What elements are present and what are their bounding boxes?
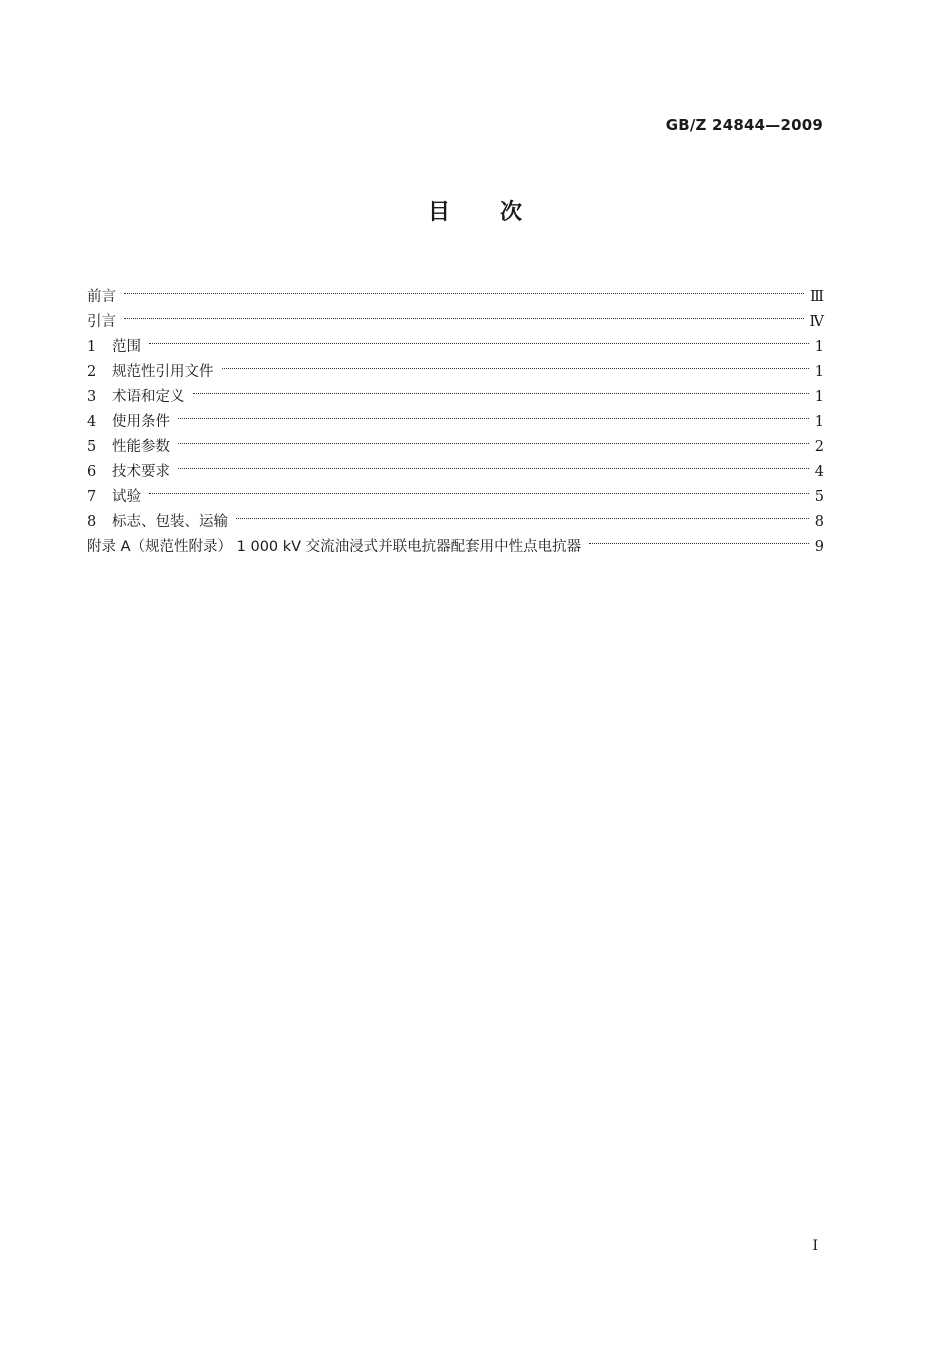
toc-entry-page: 1 bbox=[814, 414, 824, 430]
toc-entry-tests[interactable] bbox=[87, 476, 824, 505]
toc-entry-label: 术语和定义 bbox=[112, 389, 185, 405]
toc-entry-label: 范围 bbox=[112, 339, 141, 355]
page-title bbox=[0, 198, 950, 228]
page-title-part1: 目 bbox=[427, 200, 450, 225]
toc-entry-label: 规范性引用文件 bbox=[112, 364, 214, 380]
toc-entry-service-conditions[interactable] bbox=[87, 401, 824, 430]
toc-entry-label: 技术要求 bbox=[112, 464, 170, 480]
toc-entry-terms-definitions[interactable] bbox=[87, 376, 824, 405]
toc-leader-dots bbox=[124, 301, 804, 326]
toc-entry-page: 1 bbox=[814, 364, 824, 380]
toc-entry-page: Ⅲ bbox=[810, 289, 824, 305]
toc-leader-dots bbox=[149, 326, 809, 351]
toc-entry-normative-references[interactable] bbox=[87, 351, 824, 380]
toc-entry-number: 1 bbox=[87, 339, 97, 355]
toc-entry-number: 3 bbox=[87, 389, 97, 405]
toc-entry-number: 2 bbox=[87, 364, 97, 380]
toc-entry-introduction[interactable] bbox=[87, 301, 824, 330]
toc-entry-page: 9 bbox=[814, 539, 824, 555]
toc-entry-scope[interactable] bbox=[87, 326, 824, 355]
toc-entry-label: 使用条件 bbox=[112, 414, 170, 430]
toc-leader-dots bbox=[178, 426, 809, 451]
toc-entry-page: 4 bbox=[814, 464, 824, 480]
toc-entry-label: 试验 bbox=[112, 489, 141, 505]
page-number: I bbox=[812, 1238, 818, 1254]
toc-leader-dots bbox=[149, 476, 809, 501]
toc-entry-page: 5 bbox=[814, 489, 824, 505]
toc-entry-page: 1 bbox=[814, 389, 824, 405]
toc-entry-foreword[interactable] bbox=[87, 276, 824, 305]
toc-entry-performance-parameters[interactable] bbox=[87, 426, 824, 455]
toc-entry-page: Ⅳ bbox=[809, 314, 824, 330]
toc-entry-number: 8 bbox=[87, 514, 97, 530]
toc-leader-dots bbox=[124, 276, 804, 301]
toc-entry-number: 4 bbox=[87, 414, 97, 430]
toc-entry-label: 附录 A（规范性附录） 1 000 kV 交流油浸式并联电抗器配套用中性点电抗器 bbox=[87, 539, 582, 555]
toc-entry-page: 1 bbox=[814, 339, 824, 355]
toc-entry-technical-requirements[interactable] bbox=[87, 451, 824, 480]
toc-entry-marking-packaging-transport[interactable] bbox=[87, 501, 824, 530]
page-title-part2: 次 bbox=[500, 200, 523, 225]
toc-leader-dots bbox=[178, 451, 809, 476]
toc-entry-number: 6 bbox=[87, 464, 97, 480]
toc-entry-page: 2 bbox=[814, 439, 824, 455]
toc-entry-label: 标志、包装、运输 bbox=[112, 514, 228, 530]
toc-entry-number: 7 bbox=[87, 489, 97, 505]
toc-leader-dots bbox=[589, 526, 809, 551]
toc-entry-label: 引言 bbox=[87, 314, 116, 330]
document-code: GB/Z 24844—2009 bbox=[665, 116, 823, 134]
toc-entry-number: 5 bbox=[87, 439, 97, 455]
table-of-contents bbox=[87, 276, 824, 555]
toc-leader-dots bbox=[222, 351, 809, 376]
toc-leader-dots bbox=[236, 501, 809, 526]
toc-entry-page: 8 bbox=[814, 514, 824, 530]
toc-leader-dots bbox=[178, 401, 809, 426]
toc-leader-dots bbox=[193, 376, 809, 401]
toc-entry-label: 性能参数 bbox=[112, 439, 170, 455]
toc-entry-label: 前言 bbox=[87, 289, 116, 305]
